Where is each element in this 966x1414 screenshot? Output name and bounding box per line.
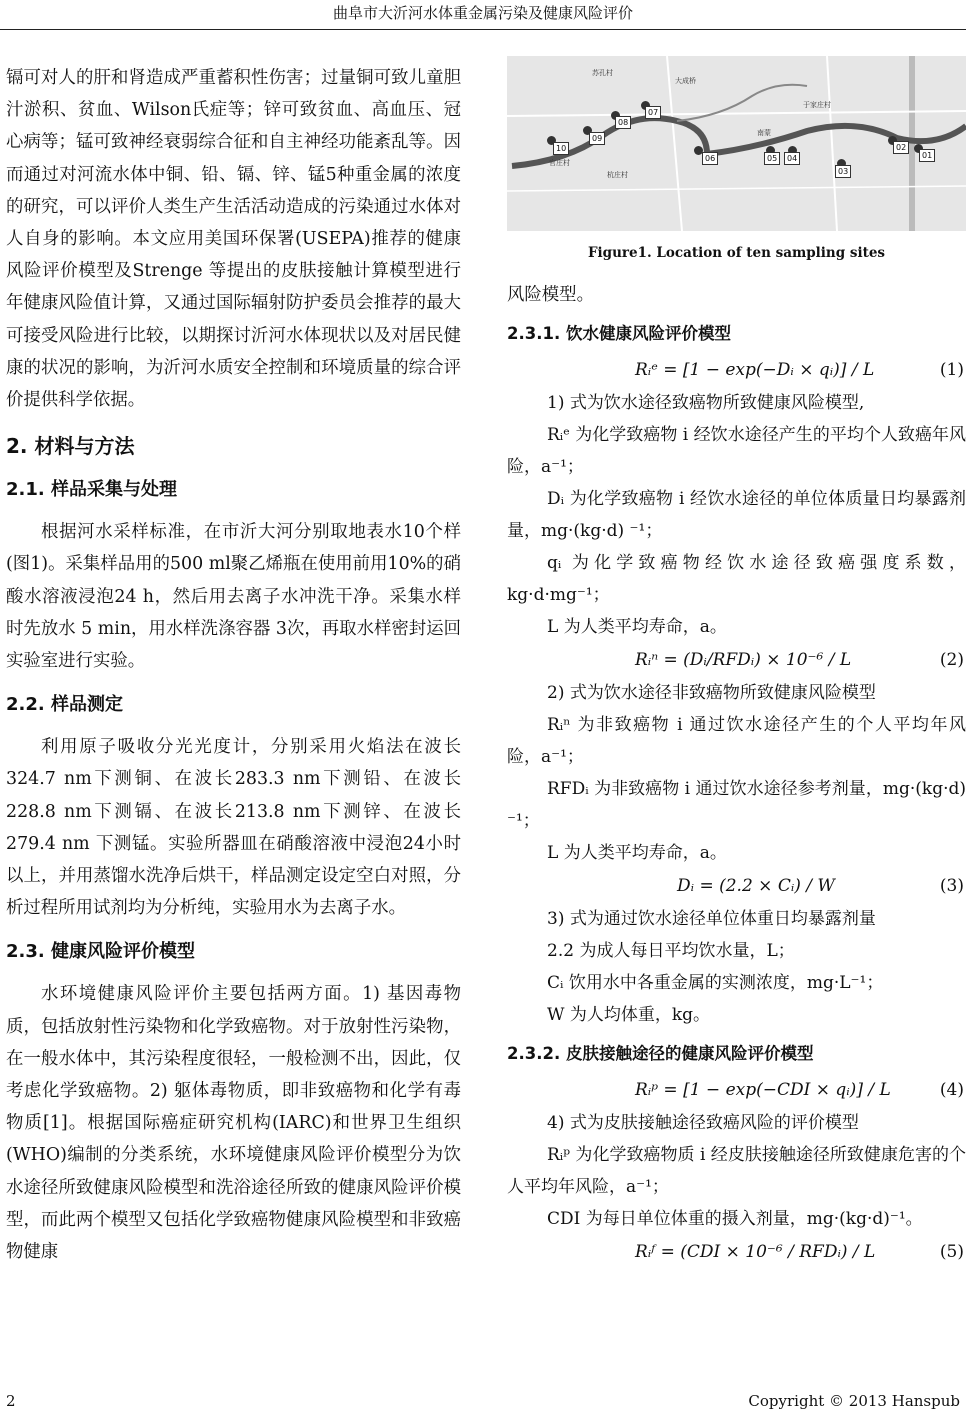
site-label: 04 bbox=[784, 152, 800, 165]
copyright-notice: Copyright © 2013 Hanspub bbox=[748, 1392, 960, 1410]
page-number: 2 bbox=[6, 1392, 16, 1410]
equation-3-description: 3) 式为通过饮水途径单位体重日均暴露剂量 bbox=[547, 909, 876, 930]
sampling-site-map bbox=[507, 56, 966, 231]
equation-2-definition: RFDᵢ 为非致癌物 i 通过饮水途径参考剂量，mg·(kg·d) ⁻¹； bbox=[507, 779, 966, 832]
equation-1-definition: Rᵢᵉ 为化学致癌物 i 经饮水途径产生的平均个人致癌年风险，a⁻¹； bbox=[507, 425, 966, 478]
equation-4-definition: CDI 为每日单位体重的摄入剂量，mg·(kg·d)⁻¹。 bbox=[547, 1209, 923, 1230]
map-place-label: 于家庄村 bbox=[803, 101, 831, 109]
section-2-3-title: 2.3. 健康风险评价模型 bbox=[6, 941, 195, 963]
section-2-1-title: 2.1. 样品采集与处理 bbox=[6, 479, 177, 501]
equation-2-definition: L 为人类平均寿命，a。 bbox=[547, 843, 727, 864]
equation-3-formula: Dᵢ = (2.2 × Cᵢ) / W bbox=[677, 876, 835, 897]
equation-1-definition: L 为人类平均寿命，a。 bbox=[547, 617, 727, 638]
site-label: 10 bbox=[553, 142, 569, 155]
equation-1-definition: Dᵢ 为化学致癌物 i 经饮水途径的单位体质量日均暴露剂量，mg·(kg·d) ⁻¹； bbox=[507, 489, 966, 542]
equation-2-number: (2) bbox=[939, 650, 964, 671]
continuation-text: 风险模型。 bbox=[507, 285, 594, 305]
section-2-2-title: 2.2. 样品测定 bbox=[6, 694, 123, 716]
equation-3-number: (3) bbox=[939, 876, 964, 897]
map-place-label: 官庄村 bbox=[549, 159, 570, 167]
equation-4-formula: Rᵢᵖ = [1 − exp(−CDI × qᵢ)] / L bbox=[635, 1080, 891, 1101]
site-label: 07 bbox=[645, 106, 661, 119]
site-label: 01 bbox=[919, 149, 935, 162]
equation-4-definition: Rᵢᵖ 为化学致癌物质 i 经皮肤接触途径所致健康危害的个人平均年风险，a⁻¹； bbox=[507, 1145, 966, 1198]
equation-5-number: (5) bbox=[939, 1242, 964, 1263]
map-place-label: 杭庄村 bbox=[607, 171, 628, 179]
section-2-3-1-title: 2.3.1. 饮水健康风险评价模型 bbox=[507, 324, 731, 344]
figure-caption: Figure1. Location of ten sampling sites bbox=[587, 245, 886, 261]
right-column bbox=[507, 56, 966, 1269]
equation-1 bbox=[507, 353, 966, 387]
equation-3-definition: 2.2 为成人每日平均饮水量，L； bbox=[547, 941, 795, 962]
running-header bbox=[0, 0, 966, 30]
equation-2-formula: Rᵢⁿ = (Dᵢ/RFDᵢ) × 10⁻⁶ / L bbox=[635, 650, 852, 671]
left-column bbox=[6, 62, 461, 1268]
equation-2 bbox=[507, 643, 966, 677]
equation-4-description: 4) 式为皮肤接触途径致癌风险的评价模型 bbox=[547, 1113, 859, 1134]
equation-4 bbox=[507, 1073, 966, 1107]
site-label: 09 bbox=[589, 132, 605, 145]
equation-5 bbox=[507, 1235, 966, 1269]
equation-3-definition: Cᵢ 饮用水中各重金属的实测浓度，mg·L⁻¹； bbox=[547, 973, 884, 994]
equation-3 bbox=[507, 869, 966, 903]
equation-5-formula: Rᵢᶠ = (CDI × 10⁻⁶ / RFDᵢ) / L bbox=[635, 1242, 876, 1263]
section-2-title: 2. 材料与方法 bbox=[6, 434, 135, 459]
equation-1-definition: qᵢ 为化学致癌物经饮水途径致癌强度系数，kg·d·mg⁻¹； bbox=[507, 553, 966, 606]
equation-4-number: (4) bbox=[939, 1080, 964, 1101]
map-place-label: 南蒙 bbox=[757, 129, 771, 137]
equation-1-description: 1) 式为饮水途径致癌物所致健康风险模型, bbox=[547, 393, 865, 414]
map-place-label: 苏孔村 bbox=[592, 69, 613, 77]
intro-paragraph: 镉可对人的肝和肾造成严重蓄积性伤害；过量铜可致儿童胆汁淤积、贫血、Wilson氏症等；锌可致贫血、高血压、冠心病等；锰可致神经衰弱综合征和自主神经功能紊乱等。因而通过对河流水体中铜、铅、镉、锌、锰5种重金属的浓度的研究，可以评价人类生产生活活动造成的污染通过水体对人自身的影响。本文应用美国环保署(USEPA)推荐的健康风险评价模型及Strenge 等提出的皮肤接触计算模型进行年健康风险值计算，又通过国际辐射防护委员会推荐的最大可接受风险进行比较，以期探讨沂河水体现状以及对居民健康的状况的影响，为沂河水质安全控制和环境质量的综合评价提供科学依据。 bbox=[6, 68, 461, 411]
section-2-3-2-title: 2.3.2. 皮肤接触途径的健康风险评价模型 bbox=[507, 1044, 814, 1064]
equation-3-definition: W 为人均体重，kg。 bbox=[547, 1005, 711, 1026]
site-label: 03 bbox=[835, 165, 851, 178]
section-2-1-paragraph: 根据河水采样标准，在市沂大河分别取地表水10个样(图1)。采集样品用的500 ml聚乙烯瓶在使用前用10%的硝酸水溶液浸泡24 h，然后用去离子水冲洗干净。采集水样时先放水 5 min，用水样洗涤容器 3次，再取水样密封运回实验室进行实验。 bbox=[6, 522, 461, 672]
section-2-2-paragraph: 利用原子吸收分光光度计，分别采用火焰法在波长324.7 nm下测铜、在波长283.3 nm下测铅、在波长228.8 nm下测镉、在波长213.8 nm下测锌、在波长 279.4 nm 下测锰。实验所器皿在硝酸溶液中浸泡24小时以上，并用蒸馏水洗净后烘干，样品测定设定空白对照，分析过程所用试剂均为分析纯，实验用水为去离子水。 bbox=[6, 737, 461, 919]
map-place-label: 大成桥 bbox=[675, 77, 696, 85]
site-label: 06 bbox=[702, 152, 718, 165]
header-title: 曲阜市大沂河水体重金属污染及健康风险评价 bbox=[332, 4, 633, 22]
section-2-3-paragraph: 水环境健康风险评价主要包括两方面。1) 基因毒物质，包括放射性污染物和化学致癌物。对于放射性污染物，在一般水体中，其污染程度很轻，一般检测不出，因此，仅考虑化学致癌物。2) 躯体毒物质，即非致癌物和化学有毒物质[1]。根据国际癌症研究机构(IARC)和世界卫生组织(WHO)编制的分类系统，水环境健康风险评价模型分为饮水途径所致健康风险模型和洗浴途径所致的健康风险评价模型，而此两个模型又包括化学致癌物健康风险模型和非致癌物健康 bbox=[6, 984, 461, 1263]
equation-2-description: 2) 式为饮水途径非致癌物所致健康风险模型 bbox=[547, 683, 876, 704]
site-label: 05 bbox=[764, 152, 780, 165]
equation-1-number: (1) bbox=[939, 360, 964, 381]
equation-2-definition: Rᵢⁿ 为非致癌物 i 通过饮水途径产生的个人平均年风险，a⁻¹； bbox=[507, 715, 966, 768]
site-label: 08 bbox=[615, 116, 631, 129]
site-label: 02 bbox=[893, 141, 909, 154]
equation-1-formula: Rᵢᵉ = [1 − exp(−Dᵢ × qᵢ)] / L bbox=[635, 360, 875, 381]
